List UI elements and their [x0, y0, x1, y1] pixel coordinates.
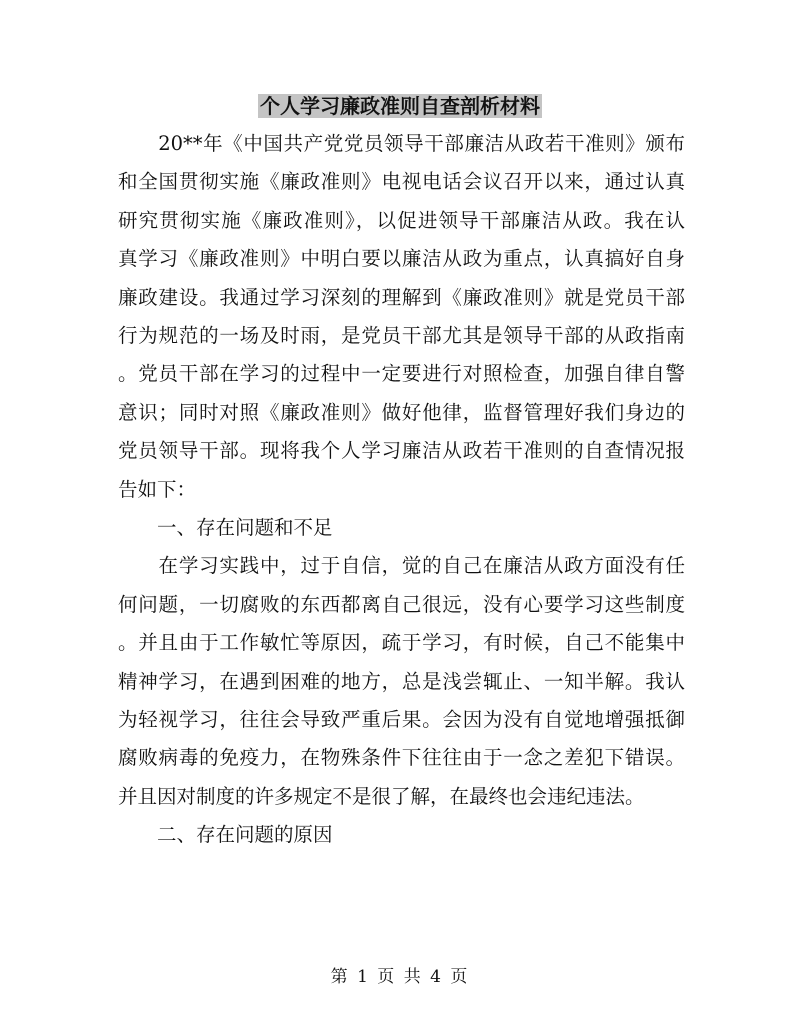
- title-text: 个人学习廉政准则自查剖析材料: [260, 94, 540, 118]
- text-line: 一、存在问题和不足: [118, 516, 333, 539]
- text-line: 20**年《中国共产党党员领导干部廉洁从政若干准则》颁布: [118, 132, 685, 155]
- text-line: 真学习《廉政准则》中明白要以廉洁从政为重点，认真搞好自身: [118, 247, 685, 271]
- page-footer: 第 1 页 共 4 页: [330, 967, 470, 987]
- text-line: 二、存在问题的原因: [118, 823, 333, 847]
- document-title: [0, 93, 800, 119]
- text-line: 告如下：: [118, 477, 197, 501]
- text-line: 精神学习，在遇到困难的地方，总是浅尝辄止、一知半解。我认: [118, 669, 685, 693]
- text-line: 行为规范的一场及时雨，是党员干部尤其是领导干部的从政指南: [118, 324, 685, 347]
- text-line: 。并且由于工作敏忙等原因，疏于学习，有时候，自己不能集中: [118, 631, 685, 655]
- text-line: 意识；同时对照《廉政准则》做好他律，监督管理好我们身边的: [118, 400, 685, 424]
- text-line: 党员领导干部。现将我个人学习廉洁从政若干准则的自查情况报: [118, 439, 685, 463]
- text-line: 和全国贯彻实施《廉政准则》电视电话会议召开以来，通过认真: [118, 170, 685, 194]
- text-line: 廉政建设。我通过学习深刻的理解到《廉政准则》就是党员干部: [118, 285, 685, 309]
- text-line: 研究贯彻实施《廉政准则》，以促进领导干部廉洁从政。我在认: [118, 208, 685, 232]
- text-line: 。党员干部在学习的过程中一定要进行对照检查，加强自律自警: [118, 362, 685, 386]
- text-line: 为轻视学习，往往会导致严重后果。会因为没有自觉地增强抵御: [118, 708, 685, 731]
- text-line: 腐败病毒的免疫力，在物殊条件下往往由于一念之差犯下错误。: [118, 746, 685, 770]
- text-line: 在学习实践中，过于自信，觉的自己在廉洁从政方面没有任: [118, 554, 685, 578]
- text-line: 并且因对制度的许多规定不是很了解，在最终也会违纪违法。: [118, 784, 645, 808]
- text-line: 何问题，一切腐败的东西都离自己很远，没有心要学习这些制度: [118, 592, 685, 616]
